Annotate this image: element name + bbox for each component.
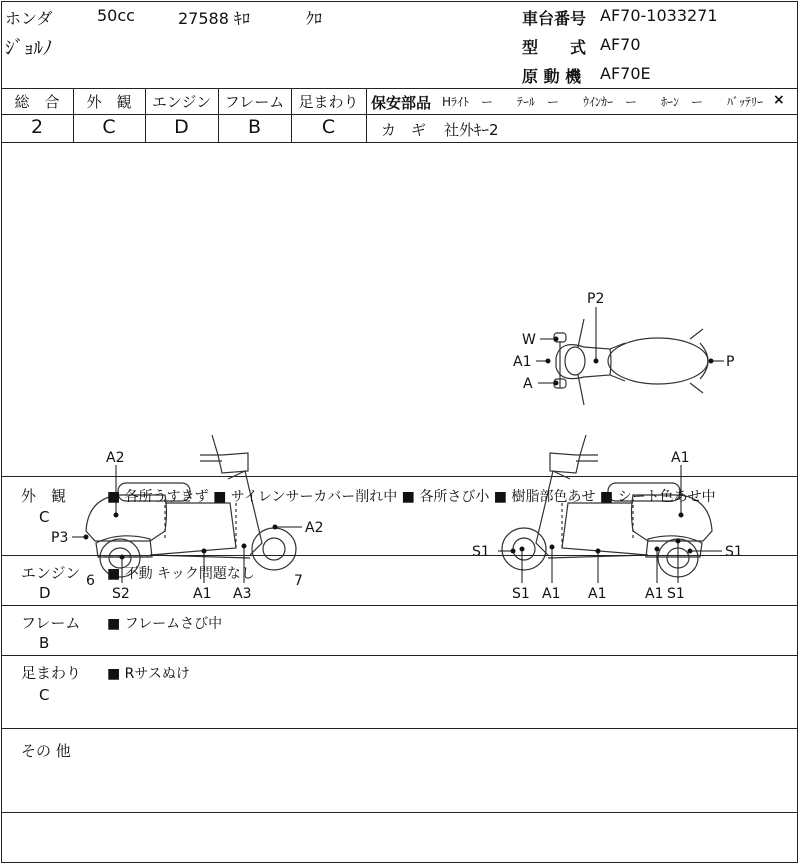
label-top-a: A: [523, 376, 533, 392]
grade-engine: D: [174, 116, 189, 138]
grade-header-overall: 総 合: [14, 93, 60, 111]
note-section-suspension: 足まわり: [21, 664, 82, 682]
frame-no-label: 車台番号: [522, 9, 587, 28]
label-top-a1: A1: [513, 354, 532, 370]
note-text-exterior: ■ 各所うすきず ■ サイレンサーカバー削れ中 ■ 各所さび小 ■ 樹脂部色あせ ■ シート色あせ中: [107, 489, 716, 505]
grade-exterior: C: [102, 116, 116, 138]
displacement: 50cc: [97, 6, 135, 25]
key-value: 社外ｷｰ2: [444, 121, 499, 139]
note-grade-engine: D: [39, 584, 51, 602]
label-right-a1-rear: A1: [645, 586, 664, 602]
frame-no: AF70-1033271: [600, 6, 718, 25]
label-left-a2-muffler: A2: [305, 520, 324, 536]
note-section-exterior: 外 観: [21, 487, 67, 505]
label-right-s1-wheel: S1: [512, 586, 530, 602]
engine-value: AF70E: [600, 64, 651, 83]
key-label: カ ギ: [381, 121, 427, 139]
note-grade-exterior: C: [39, 508, 50, 526]
grade-header-suspension: 足まわり: [298, 93, 359, 111]
label-left-6: 6: [86, 573, 95, 589]
grade-overall: 2: [30, 116, 44, 138]
scooter-top-view: [554, 319, 708, 405]
type-label: 型 式: [522, 38, 587, 57]
mileage: 27588 ｷﾛ: [178, 9, 250, 28]
note-section-engine: エンジン: [21, 564, 81, 582]
label-top-p: P: [726, 354, 735, 370]
label-right-a1-seat: A1: [671, 450, 690, 466]
note-text-suspension: ■ Rサスぬけ: [107, 666, 190, 682]
grade-header-exterior: 外 観: [86, 93, 132, 111]
label-left-a3: A3: [233, 586, 252, 602]
color: ｸﾛ: [306, 9, 323, 28]
label-left-s2: S2: [112, 586, 130, 602]
type-value: AF70: [600, 35, 641, 54]
label-right-a1-floor: A1: [588, 586, 607, 602]
note-grade-suspension: C: [39, 686, 50, 704]
note-text-engine: ■ 不動 キック問題なし: [107, 566, 255, 582]
note-text-frame: ■ フレームさび中: [107, 616, 223, 632]
label-left-7: 7: [294, 573, 303, 589]
label-right-a1-front: A1: [542, 586, 561, 602]
safety-label: 保安部品: [371, 94, 432, 112]
label-left-p3: P3: [51, 530, 69, 546]
battery-mark: ×: [773, 92, 785, 108]
note-section-frame: フレーム: [21, 614, 81, 632]
note-grade-frame: B: [39, 634, 50, 652]
safety-items: Hﾗｲﾄ ー ﾃｰﾙ ー ｳｲﾝｶｰ ー ﾎｰﾝ ー ﾊﾞｯﾃﾘｰ: [442, 95, 764, 109]
label-top-w: W: [522, 332, 536, 348]
grade-suspension: C: [321, 116, 336, 138]
label-right-s1-rear-wheel: S1: [667, 586, 685, 602]
engine-label: 原 動 機: [522, 67, 582, 86]
note-section-other: その 他: [21, 742, 71, 760]
label-left-a1: A1: [193, 586, 212, 602]
label-top-p2: P2: [587, 291, 605, 307]
label-right-s1-rear: S1: [725, 544, 743, 560]
model-name: ｼﾞｮﾙﾉ: [5, 37, 53, 59]
grade-header-engine: エンジン: [151, 93, 212, 111]
label-right-s1-front: S1: [472, 544, 490, 560]
maker: ホンダ: [5, 9, 53, 28]
label-left-a2-seat: A2: [106, 450, 125, 466]
grade-frame: B: [247, 116, 262, 138]
grade-header-frame: フレーム: [224, 93, 285, 111]
